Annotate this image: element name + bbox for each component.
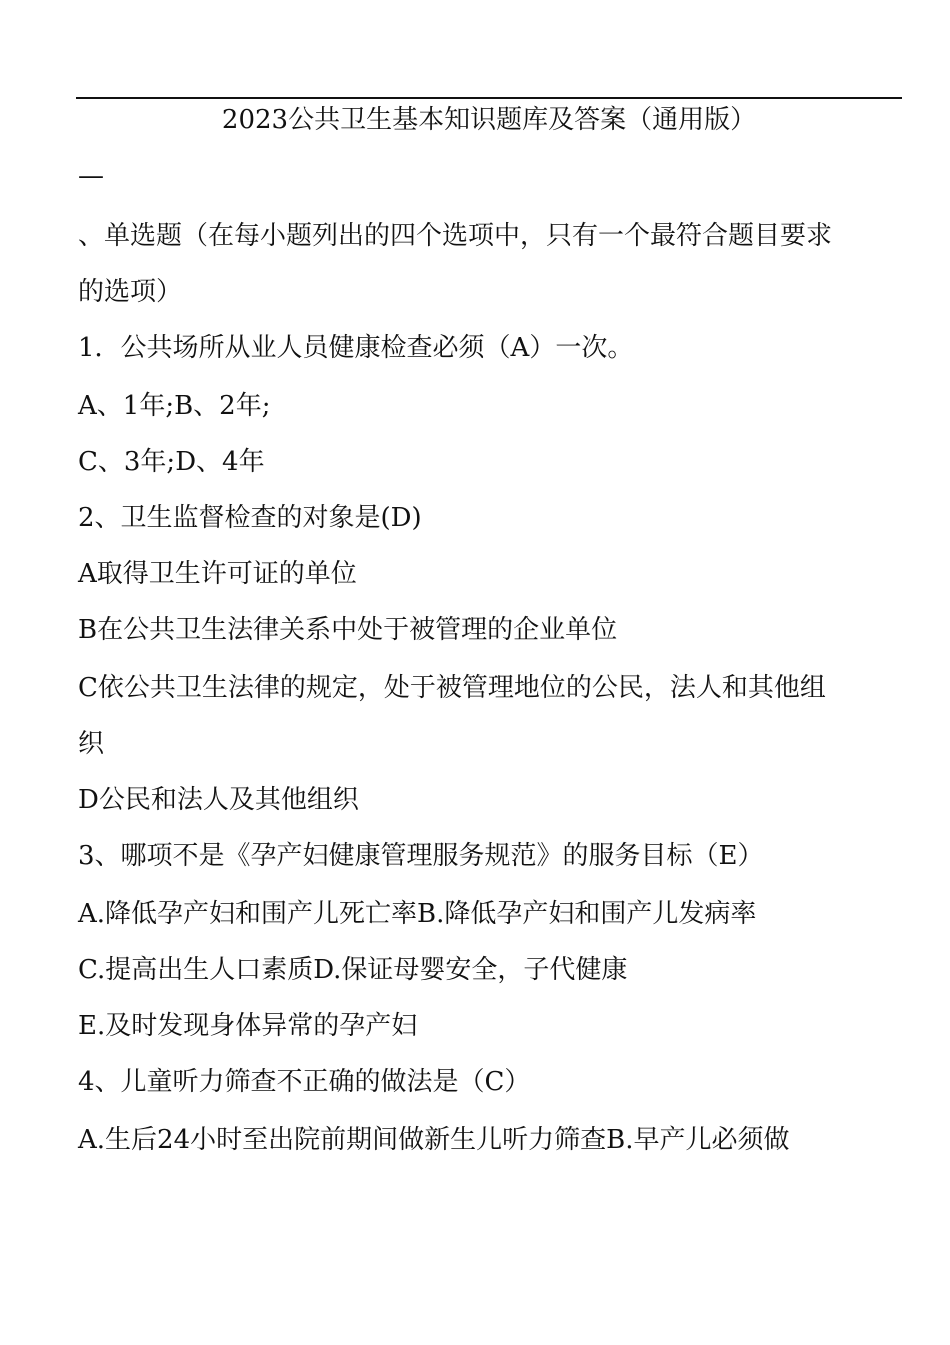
- question-3-options: A.降低孕产妇和围产儿死亡率B.降低孕产妇和围产儿发病率: [78, 899, 757, 929]
- question-2-option-c: C依公共卫生法律的规定，处于被管理地位的公民，法人和其他组: [78, 673, 826, 703]
- question-2-option-b: B在公共卫生法律关系中处于被管理的企业单位: [78, 615, 618, 645]
- question-1-options: A、1年;B、2年;: [78, 391, 271, 421]
- question-1-options: C、3年;D、4年: [78, 447, 265, 477]
- question-2-option-c-cont: 织: [78, 729, 105, 759]
- question-4: 4、儿童听力筛查不正确的做法是（C）: [78, 1067, 531, 1097]
- question-3: 3、哪项不是《孕产妇健康管理服务规范》的服务目标（E）: [78, 841, 764, 871]
- question-2-option-d: D公民和法人及其他组织: [78, 785, 359, 815]
- document-title: 2023公共卫生基本知识题库及答案（通用版）: [221, 105, 757, 135]
- question-3-options: C.提高出生人口素质D.保证母婴安全，子代健康: [78, 955, 628, 985]
- question-2-option-a: A取得卫生许可证的单位: [78, 559, 357, 589]
- question-4-options: A.生后24小时至出院前期间做新生儿听力筛查B.早产儿必须做: [78, 1125, 790, 1155]
- header-rule: [76, 97, 902, 99]
- question-1: 1．公共场所从业人员健康检查必须（A）一次。: [78, 333, 634, 363]
- question-3-option-e: E.及时发现身体异常的孕产妇: [78, 1011, 418, 1041]
- question-2: 2、卫生监督检查的对象是(D): [78, 503, 422, 533]
- text-line: —: [78, 161, 104, 191]
- section-heading: 、单选题（在每小题列出的四个选项中，只有一个最符合题目要求: [78, 221, 833, 251]
- text-line: 的选项）: [78, 277, 183, 307]
